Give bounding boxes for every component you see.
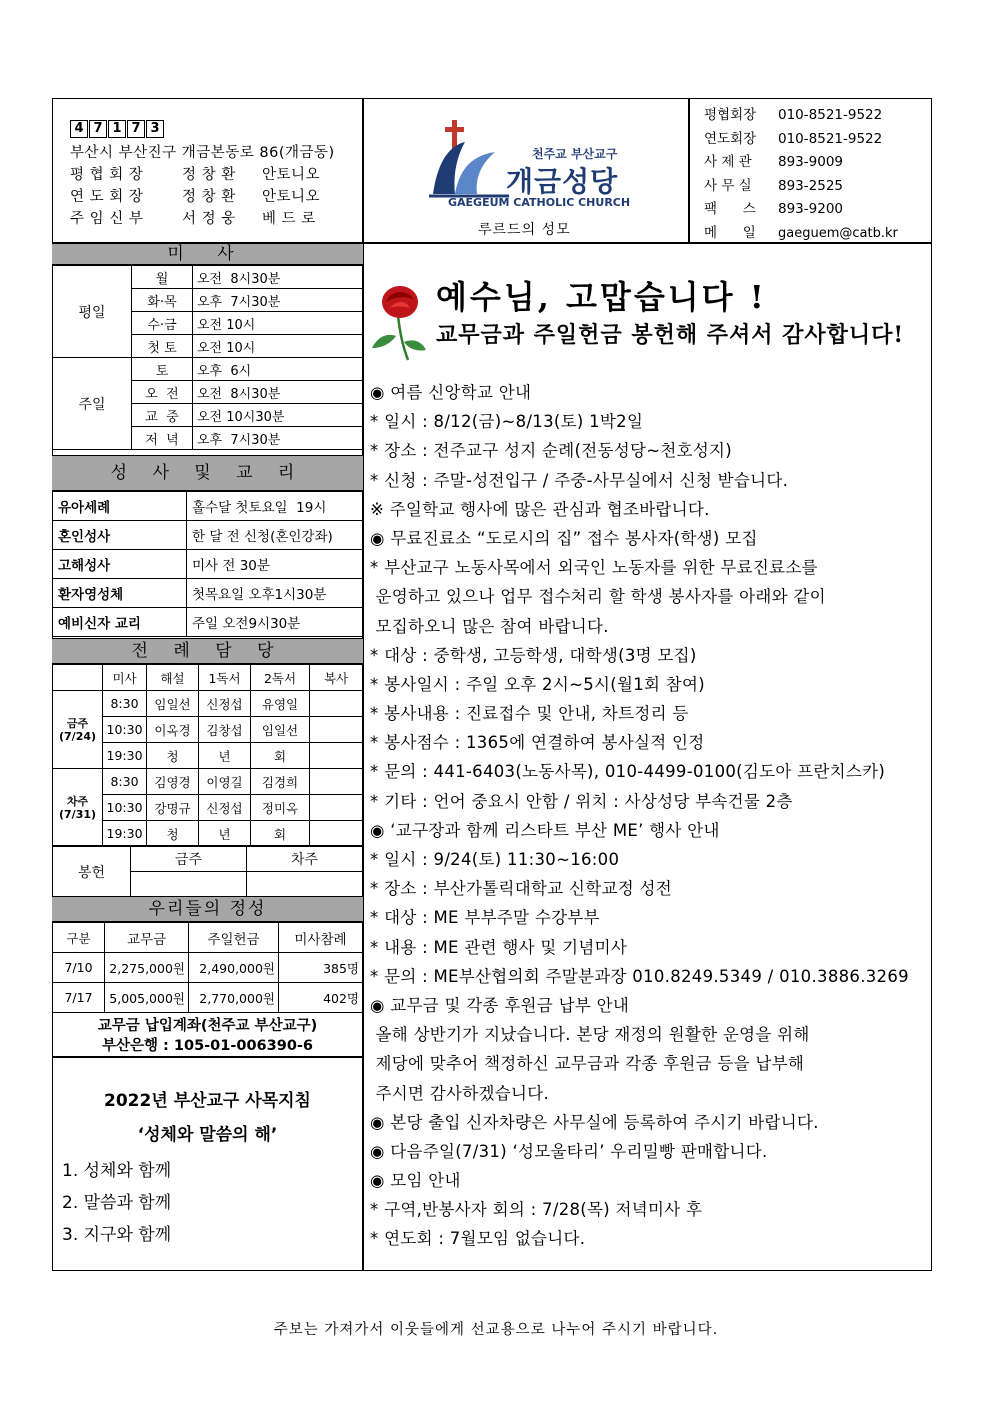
notice-line: 주시면 감사하겠습니다.	[370, 1083, 550, 1103]
contact-row: 사 무 실 893-2525	[704, 177, 843, 194]
guideline-item: 3. 지구와 함께	[62, 1225, 172, 1245]
notice-line: * 일시 : 9/24(토) 11:30~16:00	[370, 850, 620, 869]
officer-row: 평 협 회 장 정 창 환 안토니오	[70, 167, 321, 183]
notice-line: * 연도회 : 7월모임 없습니다.	[370, 1229, 586, 1249]
notice-heading: ◉ 여름 신앙학교 안내	[370, 383, 532, 402]
account-divider	[52, 1056, 363, 1058]
notice-line: * 봉사내용 : 진료접수 및 안내, 차트정리 등	[370, 704, 689, 724]
church-logo	[425, 116, 515, 206]
sacraments-section-title: 성 사 및 교 리	[52, 455, 363, 491]
rose-icon	[368, 282, 430, 362]
notice-line: * 부산교구 노동사목에서 외국인 노동자를 위한 무료진료소를	[370, 558, 818, 578]
offering-duty-table: 봉헌 금주 차주	[52, 845, 363, 898]
notice-line: 운영하고 있으나 업무 접수처리 할 학생 봉사자를 아래와 같이	[370, 587, 826, 607]
contact-row: 평협회장 010-8521-9522	[704, 107, 883, 123]
notice-line: 올해 상반기가 지났습니다. 본당 재정의 원활한 운영을 위해	[370, 1025, 810, 1045]
contact-row: 연도회장 010-8521-9522	[704, 130, 883, 147]
notice-line: * 신청 : 주말-성전입구 / 주중-사무실에서 신청 받습니다.	[370, 470, 789, 490]
notice-line: * 봉사점수 : 1365에 연결하여 봉사실적 인정	[370, 733, 705, 753]
mass-schedule-table: 평일 월 오전 8시30분 화·목 오후 7시30분 수·금 오전 10시 첫 토 오전 10시 주일 토 오후 6시 오 전 오전 8시30분 교 중 오전 10시30분 저 녁 오후 7시30분	[52, 265, 363, 450]
table-row: 19:30 청 년 회	[53, 743, 363, 769]
table-row: 예비신자 교리 주일 오전9시30분	[53, 608, 363, 637]
table-row: 금주 (7/24) 8:30 임일선 신정섭 유영일	[53, 691, 363, 717]
contact-row: 팩 스 893-9200	[704, 201, 843, 217]
notice-line: ※ 주일학교 행사에 많은 관심과 협조바랍니다.	[370, 499, 710, 519]
table-row: 혼인성사 한 달 전 신청(혼인강좌)	[53, 521, 363, 550]
table-row: 19:30 청 년 회	[53, 821, 363, 847]
notice-heading: ◉ 교무금 및 각종 후원금 납부 안내	[370, 995, 630, 1015]
notice-line: * 대상 : ME 부부주말 수강부부	[370, 908, 600, 928]
main-title: 예수님, 고맙습니다 !	[436, 278, 767, 316]
table-row: 차주 (7/31) 8:30 김영경 이영길 김경희	[53, 769, 363, 795]
notice-line: * 대상 : 중학생, 고등학생, 대학생(3명 모집)	[370, 645, 697, 665]
logo-english-name: GAEGEUM CATHOLIC CHURCH	[448, 196, 631, 209]
table-row: 10:30 이옥경 김창섭 임일선	[53, 717, 363, 743]
table-header: 구분 교무금 주일헌금 미사참례	[53, 923, 363, 953]
table-row: 7/10 2,275,000원 2,490,000원 385명	[53, 953, 363, 983]
guideline-item: 1. 성체와 함께	[62, 1161, 172, 1181]
notice-line: * 봉사일시 : 주일 오후 2시~5시(월1회 참여)	[370, 674, 706, 694]
sacraments-table	[52, 491, 363, 637]
guideline-subtitle: ‘성체와 말씀의 해’	[137, 1125, 278, 1145]
table-row: 유아세례 홀수달 첫토요일 19시	[53, 492, 363, 521]
logo-diocese: 천주교 부산교구	[532, 147, 618, 161]
church-address: 부산시 부산진구 개금본동로 86(개금동)	[70, 145, 335, 161]
weekday-label: 평일	[53, 266, 132, 358]
giving-table	[52, 922, 363, 1013]
zip-code: 4 7 1 7 3	[70, 120, 165, 138]
notice-line: * 구역,반봉사자 회의 : 7/28(목) 저녁미사 후	[370, 1200, 703, 1220]
logo-church-name: 개금성당	[506, 165, 619, 198]
notice-line: * 일시 : 8/12(금)~8/13(토) 1박2일	[370, 412, 644, 432]
officer-row: 주 임 신 부 서 정 웅 베 드 로	[70, 211, 316, 227]
notice-heading: ◉ 다음주일(7/31) ‘성모울타리’ 우리밀빵 판매합니다.	[370, 1141, 768, 1161]
main-subtitle: 교무금과 주일헌금 봉헌해 주셔서 감사합니다!	[436, 322, 905, 348]
contact-row: 메 일 gaeguem@catb.kr	[704, 224, 898, 241]
guideline-item: 2. 말씀과 함께	[62, 1193, 172, 1213]
officer-row: 연 도 회 장 정 창 환 안토니오	[70, 189, 321, 205]
notice-heading: ◉ 무료진료소 “도로시의 집” 접수 봉사자(학생) 모집	[370, 528, 758, 548]
notice-heading: ◉ 모임 안내	[370, 1171, 461, 1191]
table-row: 7/17 5,005,000원 2,770,000원 402명	[53, 983, 363, 1013]
table-row: 고해성사 미사 전 30분	[53, 550, 363, 579]
mass-section-title: 미 사	[52, 243, 363, 265]
giving-section-title: 우리들의 정성	[52, 896, 363, 922]
notice-line: * 기타 : 언어 중요시 안함 / 위치 : 사상성당 부속건물 2층	[370, 791, 793, 811]
sunday-label: 주일	[53, 358, 132, 450]
footer-note: 주보는 가져가서 이웃들에게 선교용으로 나누어 주시기 바랍니다.	[273, 1322, 719, 1338]
notice-line: * 장소 : 전주교구 성지 순례(전동성당~천호성지)	[370, 441, 733, 461]
notice-line: 모집하오니 많은 참여 바랍니다.	[370, 616, 609, 636]
notice-line: 제당에 맞추어 책정하신 교무금과 각종 후원금 등을 납부해	[370, 1054, 805, 1074]
notice-heading: ◉ ‘교구장과 함께 리스타트 부산 ME’ 행사 안내	[370, 820, 720, 840]
notice-line: * 내용 : ME 관련 행사 및 기념미사	[370, 937, 628, 957]
guideline-title: 2022년 부산교구 사목지침	[104, 1091, 311, 1111]
contact-row: 사 제 관 893-9009	[704, 154, 843, 170]
liturgy-section-title: 전 례 담 당	[52, 638, 363, 664]
header-divider-right	[688, 98, 690, 243]
table-row: 환자영성체 첫목요일 오후1시30분	[53, 579, 363, 608]
notice-heading: ◉ 본당 출입 신자차량은 사무실에 등록하여 주시기 바랍니다.	[370, 1112, 819, 1132]
liturgy-duty-table	[52, 664, 363, 847]
contact-list	[704, 103, 898, 244]
table-row: 10:30 강명규 신정섭 정미옥	[53, 795, 363, 821]
account-number: 부산은행 : 105-01-006390-6	[101, 1038, 314, 1054]
patron-name: 루르드의 성모	[478, 222, 571, 238]
table-header: 미사 해설 1독서 2독서 복사	[53, 665, 363, 691]
account-title: 교무금 납입계좌(천주교 부산교구)	[97, 1018, 318, 1034]
notice-line: * 장소 : 부산가톨릭대학교 신학교정 성전	[370, 879, 672, 899]
notice-line: * 문의 : ME부산협의회 주말분과장 010.8249.5349 / 010.3886.3269	[370, 966, 909, 986]
notice-line: * 문의 : 441-6403(노동사목), 010-4499-0100(김도아 프란치스카)	[370, 762, 886, 782]
notice-list	[370, 378, 925, 1254]
